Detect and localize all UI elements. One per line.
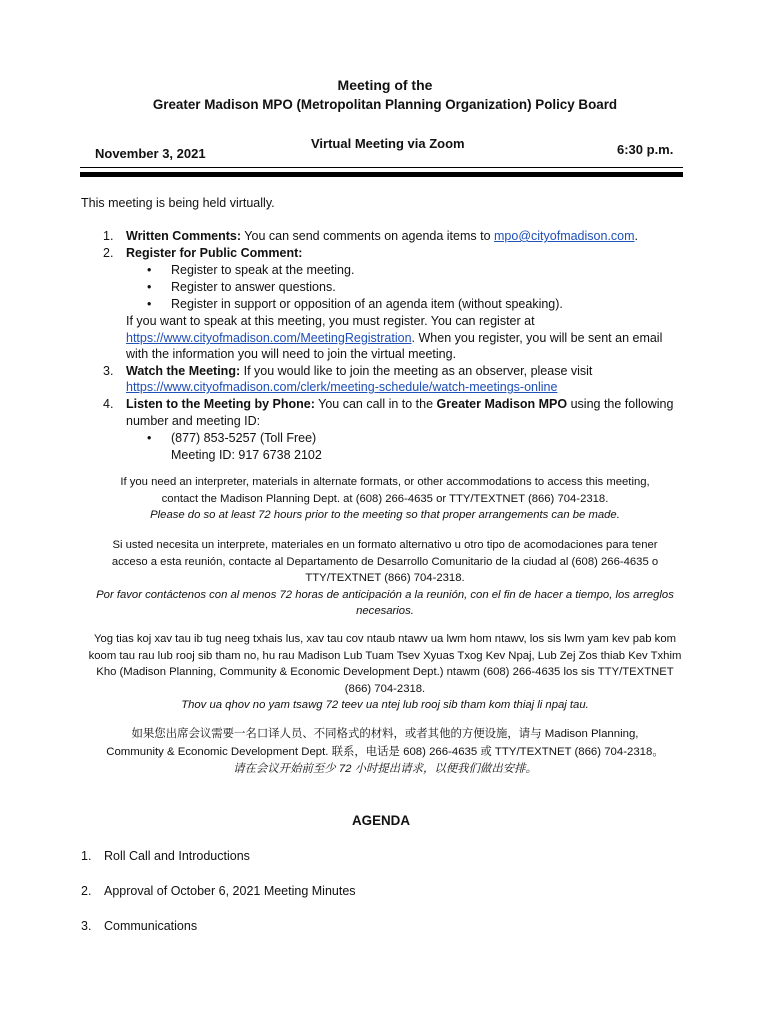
- item-2-number: 2.: [103, 246, 114, 260]
- registration-link[interactable]: https://www.cityofmadison.com/MeetingRegistration: [126, 331, 412, 345]
- agenda-item-communications: Communications: [104, 919, 198, 933]
- item-3-number: 3.: [103, 364, 114, 378]
- accommodation-hmong-line: Kho (Madison Planning, Community & Economic Development Dept.) ntawm (608) 266-4635 los sis TTY/TEXTNET: [96, 666, 674, 679]
- agenda-item-minutes: Approval of October 6, 2021 Meeting Minutes: [104, 884, 356, 898]
- accommodation-chinese-line: 如果您出席会议需要一名口译人员、不同格式的材料，或者其他的方便设施，请与 Madison Planning,: [131, 728, 639, 740]
- registration-note: If you want to speak at this meeting, you must register. You can register at: [126, 314, 535, 328]
- agenda-item-number: 2.: [81, 884, 92, 898]
- item-4-line-2: number and meeting ID:: [126, 414, 261, 428]
- email-link[interactable]: mpo@cityofmadison.com: [494, 229, 635, 243]
- item-4-label: Listen to the Meeting by Phone:: [126, 397, 315, 411]
- registration-link-line: [126, 331, 662, 345]
- bullet-item: Register in support or opposition of an agenda item (without speaking).: [171, 297, 563, 311]
- accommodation-english-note: Please do so at least 72 hours prior to the meeting so that proper arrangements can be made.: [150, 509, 620, 522]
- agenda-item-number: 1.: [81, 849, 92, 863]
- phone-number: (877) 853-5257 (Toll Free): [171, 431, 317, 445]
- accommodation-chinese-line: Community & Economic Development Dept. 联系，电话是 608) 266-4635 或 TTY/TEXTNET (866) 704-2318。: [106, 745, 664, 758]
- accommodation-hmong-note: Thov ua qhov no yam tsawg 72 teev ua ntej lub rooj sib tham kom thiaj li npaj tau.: [181, 699, 589, 712]
- header-divider-thin: [80, 167, 683, 168]
- bullet-icon: •: [147, 431, 152, 445]
- item-3-text: If you would like to join the meeting as an observer, please visit: [240, 364, 593, 378]
- accommodation-hmong-line: koom tau rau lub rooj sib tham no, hu rau Madison Lub Tuam Tsev Xyuas Txog Kev Npaj, Lub Zej Zos thiab Kev Txhim: [88, 649, 682, 662]
- agenda-item-roll-call: Roll Call and Introductions: [104, 849, 250, 863]
- item-watch-meeting: [126, 364, 592, 378]
- item-written-comments: [126, 229, 638, 243]
- item-1-label: Written Comments:: [126, 229, 242, 243]
- item-4-text: You can call in to the: [314, 397, 437, 411]
- intro-text: This meeting is being held virtually.: [81, 196, 275, 210]
- accommodation-hmong-line: (866) 704-2318.: [344, 682, 426, 695]
- item-listen-phone: [126, 397, 673, 411]
- accommodation-spanish-note: necesarios.: [356, 605, 414, 618]
- accommodation-spanish-line: Si usted necesita un interprete, materiales en un formato alternativo u otro tipo de acomodaciones para tener: [112, 539, 658, 551]
- page-subtitle: Greater Madison MPO (Metropolitan Planning Organization) Policy Board: [152, 97, 618, 112]
- item-4-text-2: using the following: [567, 397, 674, 411]
- item-2-label: Register for Public Comment:: [126, 246, 303, 260]
- item-3-label: Watch the Meeting:: [126, 364, 241, 378]
- accommodation-english-line: If you need an interpreter, materials in alternate formats, or other accommodations to access this meeting,: [120, 476, 650, 488]
- item-4-org: Greater Madison MPO: [436, 397, 568, 411]
- accommodation-spanish-line: acceso a esta reunión, contacte al Departamento de Desarrollo Comunitario de la ciudad al (608) 266-4635 o: [111, 555, 659, 568]
- registration-note-2: . When you register, you will be sent an email: [411, 331, 663, 345]
- page-title: Meeting of the: [337, 77, 433, 93]
- item-4-number: 4.: [103, 397, 114, 411]
- accommodation-spanish-line: TTY/TEXTNET (866) 704-2318.: [305, 572, 465, 585]
- item-1-after: .: [634, 229, 639, 243]
- accommodation-english-line: contact the Madison Planning Dept. at (608) 266-4635 or TTY/TEXTNET (866) 704-2318.: [161, 492, 609, 505]
- meeting-time: 6:30 p.m.: [617, 142, 674, 157]
- bullet-icon: •: [147, 280, 152, 294]
- accommodation-hmong: [62, 631, 708, 714]
- item-1-number: 1.: [103, 229, 114, 243]
- accommodation-english: [62, 474, 708, 524]
- accommodation-chinese-note: 请在会议开始前至少 72 小时提出请求，以便我们做出安排。: [233, 763, 537, 775]
- meeting-id: Meeting ID: 917 6738 2102: [171, 448, 322, 462]
- watch-link-line: [126, 380, 557, 394]
- accommodation-spanish: [62, 537, 708, 620]
- meeting-date: November 3, 2021: [95, 146, 206, 161]
- accommodation-hmong-line: Yog tias koj xav tau ib tug neeg txhais lus, xav tau cov ntaub ntawv ua lwm hom ntawv, los sis lwm yam kev pab kom: [93, 633, 677, 645]
- registration-note-3: with the information you will need to join the virtual meeting.: [126, 347, 457, 361]
- accommodation-chinese: [62, 726, 708, 779]
- accommodation-spanish-note: Por favor contáctenos con al menos 72 horas de anticipación a la reunión, con el fin de hacer a tiempo, los arreglos: [96, 588, 674, 601]
- watch-meetings-link[interactable]: https://www.cityofmadison.com/clerk/meeting-schedule/watch-meetings-online: [126, 380, 558, 394]
- agenda-heading: AGENDA: [351, 813, 411, 828]
- bullet-item: Register to speak at the meeting.: [171, 263, 355, 277]
- meeting-location: Virtual Meeting via Zoom: [311, 136, 465, 151]
- agenda-item-number: 3.: [81, 919, 92, 933]
- header-divider-thick: [80, 172, 683, 177]
- item-1-text: You can send comments on agenda items to: [241, 229, 495, 243]
- bullet-item: Register to answer questions.: [171, 280, 336, 294]
- bullet-icon: •: [147, 263, 152, 277]
- bullet-item-marker: •: [147, 297, 152, 311]
